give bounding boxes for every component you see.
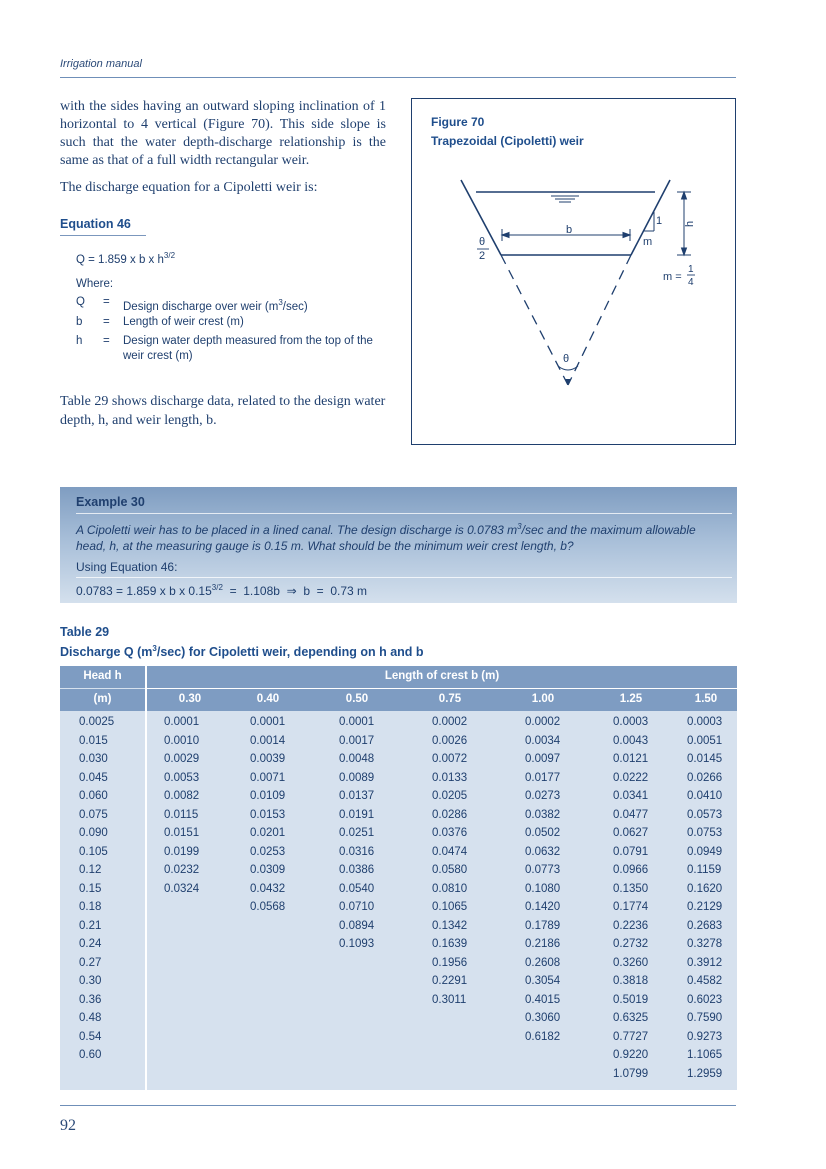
table-cell: 0.1065 <box>432 901 468 913</box>
table-cell: 0.0309 <box>250 864 286 876</box>
table-cell: 0.0251 <box>339 827 375 839</box>
table-head-value: 0.24 <box>79 938 102 950</box>
angle-extension-lines <box>501 255 631 385</box>
where-label: Where: <box>76 278 114 290</box>
table-cell: 0.0632 <box>525 845 561 858</box>
water-level-symbol <box>551 196 579 202</box>
definition-symbol: h <box>76 335 83 347</box>
table-cell: 0.0791 <box>613 845 649 858</box>
table-cell: 0.1789 <box>525 919 561 932</box>
table-cell: 0.1774 <box>613 901 649 913</box>
table-cell: 0.0115 <box>164 808 199 821</box>
table-cell: 0.0177 <box>525 771 561 784</box>
table-cell: 0.3912 <box>687 956 723 969</box>
table-cell: 1.0799 <box>613 1067 649 1080</box>
table-title-post: /sec) for Cipoletti weir, depending on h and b <box>156 645 424 660</box>
table-header-separator <box>147 688 737 689</box>
table-column-header: 1.50 <box>694 693 718 705</box>
table-title <box>60 644 424 659</box>
table-cell: 0.0034 <box>525 734 561 747</box>
example-title-rule <box>76 513 732 514</box>
footer-rule <box>60 1105 736 1106</box>
table-head-value: 0.30 <box>79 975 102 987</box>
table-head-h-label: Head h <box>83 670 122 682</box>
table-column-header: 0.30 <box>178 693 202 705</box>
definition-text: Length of weir crest (m) <box>123 316 244 328</box>
table-cell: 0.0253 <box>250 845 286 858</box>
table-cell: 0.0089 <box>339 771 375 784</box>
table-cell: 0.0410 <box>687 790 723 802</box>
table-head-value: 0.090 <box>79 827 108 839</box>
table-cell: 0.0109 <box>250 790 286 802</box>
example-text-sup: 3 <box>517 522 522 531</box>
table-column-header: 1.25 <box>619 693 643 705</box>
table-head-value: 0.60 <box>79 1049 102 1061</box>
table-cell: 0.0001 <box>164 716 200 728</box>
table-cell: 0.3278 <box>687 938 723 950</box>
example-text <box>76 519 726 554</box>
table-cell: 0.1159 <box>687 864 722 876</box>
table-cell: 0.0232 <box>164 864 200 876</box>
label-theta: θ <box>563 353 570 365</box>
table-crest-length-label: Length of crest b (m) <box>384 670 500 682</box>
table-cell: 0.6023 <box>687 993 723 1006</box>
example-title: Example 30 <box>76 495 145 509</box>
table-cell: 0.0753 <box>687 827 723 839</box>
table-cell: 0.2732 <box>613 938 649 950</box>
example-text-post: /sec and the maximum allowable head, h, at the measuring gauge is 0.15 m. What should be the minimum weir crest length, b? <box>76 523 696 553</box>
table-cell: 0.0273 <box>525 790 561 802</box>
table-head-value: 0.060 <box>79 790 108 802</box>
definition-text-post: /sec) <box>282 300 308 313</box>
table-cell: 0.0191 <box>339 808 375 821</box>
table-head-h-unit: (m) <box>93 693 112 705</box>
table-cell: 0.0573 <box>687 808 723 821</box>
label-m: m <box>643 236 653 248</box>
table-head-value: 0.21 <box>79 919 102 932</box>
table-cell: 0.0153 <box>250 808 286 821</box>
table-cell: 0.0145 <box>687 753 723 765</box>
table-title-sup: 3 <box>152 644 157 653</box>
table-head-value: 0.075 <box>79 808 108 821</box>
table-cell: 0.0386 <box>339 864 375 876</box>
table-cell: 0.0382 <box>525 808 561 821</box>
table-cell: 0.0002 <box>525 716 561 728</box>
table-cell: 0.0026 <box>432 734 468 747</box>
equation-formula-exponent: 3/2 <box>163 251 176 260</box>
table-cell: 0.0051 <box>687 734 723 747</box>
table-cell: 1.2959 <box>687 1067 723 1080</box>
table-column-header: 0.40 <box>256 693 280 705</box>
table-cell: 0.0001 <box>339 716 375 728</box>
table-cell: 0.3054 <box>525 975 561 987</box>
table-cell: 0.2186 <box>525 938 561 950</box>
label-one: 1 <box>656 215 663 227</box>
table-cell: 0.0001 <box>250 716 286 728</box>
table-cell: 0.2129 <box>687 901 723 913</box>
label-half-theta-denominator: 2 <box>479 250 486 262</box>
table-cell: 0.2683 <box>687 919 723 932</box>
table-cell: 0.0477 <box>613 808 649 821</box>
definition-equals: = <box>103 316 110 328</box>
table-cell: 0.0266 <box>687 771 723 784</box>
table-cell: 0.0097 <box>525 753 561 765</box>
table-cell: 0.1956 <box>432 956 468 969</box>
table-cell: 0.1080 <box>525 882 561 895</box>
table-cell: 0.0222 <box>613 771 649 784</box>
table-cell: 0.0580 <box>432 864 468 876</box>
table-cell: 0.1342 <box>432 919 468 932</box>
table-head-value: 0.15 <box>79 882 102 895</box>
discharge-table <box>60 666 737 1090</box>
table-intro-text: Table 29 shows discharge data, related to the design water depth, h, and weir length, b. <box>60 394 386 428</box>
example-calc-sup: 3/2 <box>211 583 223 592</box>
definition-equals: = <box>103 296 110 308</box>
example-calc-post: = 1.108b ⇒ b = 0.73 m <box>222 584 368 598</box>
table-cell: 0.6182 <box>525 1030 561 1043</box>
table-cell: 0.3011 <box>432 993 467 1006</box>
table-cell: 0.0048 <box>339 753 375 765</box>
table-cell: 0.0710 <box>339 901 375 913</box>
definition-text <box>123 295 383 315</box>
table-cell: 0.0029 <box>164 753 200 765</box>
table-cell: 0.0003 <box>687 716 723 728</box>
table-cell: 0.0502 <box>525 827 561 839</box>
table-cell: 0.0199 <box>164 845 200 858</box>
table-column-header: 0.75 <box>438 693 462 705</box>
table-cell: 0.0432 <box>250 882 286 895</box>
table-cell: 0.7727 <box>613 1030 649 1043</box>
table-cell: 0.0017 <box>339 734 375 747</box>
definition-symbol: Q <box>76 296 85 308</box>
table-cell: 0.1350 <box>613 882 649 895</box>
table-cell: 0.0151 <box>164 827 200 839</box>
table-cell: 0.0121 <box>613 753 649 765</box>
label-half-theta-numerator: θ <box>479 236 486 248</box>
table-cell: 0.0894 <box>339 919 375 932</box>
table-cell: 0.0810 <box>432 882 468 895</box>
table-column-separator <box>145 666 147 1090</box>
table-head-value: 0.36 <box>79 993 102 1006</box>
table-cell: 0.2291 <box>432 975 468 987</box>
table-cell: 0.0341 <box>613 790 649 802</box>
table-cell: 0.1420 <box>525 901 561 913</box>
table-cell: 0.9220 <box>613 1049 649 1061</box>
table-cell: 0.5019 <box>613 993 649 1006</box>
table-cell: 0.0003 <box>613 716 649 728</box>
table-cell: 0.0316 <box>339 845 375 858</box>
running-header: Irrigation manual <box>60 58 142 70</box>
table-cell: 0.6325 <box>613 1012 649 1024</box>
table-cell: 0.0376 <box>432 827 468 839</box>
table-head-value: 0.030 <box>79 753 108 765</box>
definition-symbol: b <box>76 316 83 328</box>
table-cell: 0.3060 <box>525 1012 561 1024</box>
table-cell: 0.0137 <box>339 790 375 802</box>
table-head-value: 0.12 <box>79 864 102 876</box>
table-cell: 1.1065 <box>687 1049 723 1061</box>
definition-text-pre: Design discharge over weir (m <box>123 300 279 313</box>
example-divider <box>76 577 732 578</box>
table-cell: 0.0010 <box>164 734 200 747</box>
equation-title-rule <box>60 235 146 236</box>
table-cell: 0.0286 <box>432 808 468 821</box>
table-head-value: 0.105 <box>79 845 108 858</box>
table-cell: 0.4582 <box>687 975 723 987</box>
table-cell: 0.3818 <box>613 975 649 987</box>
table-cell: 0.0627 <box>613 827 649 839</box>
table-cell: 0.3260 <box>613 956 649 969</box>
definition-equals: = <box>103 335 110 347</box>
table-head-value: 0.48 <box>79 1012 102 1024</box>
table-label: Table 29 <box>60 625 110 639</box>
table-cell: 0.9273 <box>687 1030 723 1043</box>
table-cell: 0.0324 <box>164 882 200 895</box>
table-cell: 0.0082 <box>164 790 200 802</box>
table-column-header: 0.50 <box>345 693 369 705</box>
example-text-pre: A Cipoletti weir has to be placed in a lined canal. The design discharge is 0.0783 m <box>76 523 518 537</box>
table-cell: 0.0039 <box>250 753 286 765</box>
label-h: h <box>684 220 696 227</box>
table-head-value: 0.0025 <box>79 716 115 728</box>
label-b: b <box>566 224 573 236</box>
table-head-value: 0.54 <box>79 1030 102 1043</box>
table-cell: 0.1093 <box>339 938 375 950</box>
table-cell: 0.1620 <box>687 882 723 895</box>
table-cell: 0.7590 <box>687 1012 723 1024</box>
label-m-equals: m = <box>663 271 682 283</box>
figure-label: Figure 70 <box>431 115 485 129</box>
table-cell: 0.2236 <box>613 919 649 932</box>
table-column-header: 1.00 <box>531 693 555 705</box>
table-cell: 0.0201 <box>250 827 286 839</box>
table-cell: 0.0773 <box>525 864 561 876</box>
equation-formula <box>76 251 175 266</box>
figure-title: Trapezoidal (Cipoletti) weir <box>431 134 584 148</box>
table-cell: 0.0568 <box>250 901 286 913</box>
table-cell: 0.0949 <box>687 845 723 858</box>
table-head-value: 0.27 <box>79 956 102 969</box>
table-head-value: 0.18 <box>79 901 102 913</box>
label-m-numerator: 1 <box>688 264 694 275</box>
page-number: 92 <box>60 1117 76 1134</box>
table-cell: 0.2608 <box>525 956 561 969</box>
definition-text-sup: 3 <box>278 298 283 307</box>
table-head-value: 0.015 <box>79 734 108 747</box>
table-cell: 0.0071 <box>250 771 286 784</box>
table-cell: 0.0474 <box>432 845 468 858</box>
table-cell: 0.0053 <box>164 771 200 784</box>
intro-paragraph-1: with the sides having an outward sloping inclination of 1 horizontal to 4 vertical (Figure 70). This side slope is such that the water depth-discharge relationship is the same as that of a full width rectangular weir. <box>60 99 386 168</box>
example-calculation <box>76 583 367 598</box>
table-cell: 0.0133 <box>432 771 468 784</box>
table-cell: 0.0540 <box>339 882 375 895</box>
example-using: Using Equation 46: <box>76 560 178 574</box>
example-calc-pre: 0.0783 = 1.859 x b x 0.15 <box>76 584 212 598</box>
intro-text <box>60 98 386 206</box>
table-cell: 0.1639 <box>432 938 468 950</box>
table-title-pre: Discharge Q (m <box>60 645 153 660</box>
table-cell: 0.0043 <box>613 734 649 747</box>
intro-paragraph-2: The discharge equation for a Cipoletti weir is: <box>60 180 318 195</box>
table-cell: 0.0002 <box>432 716 468 728</box>
weir-diagram <box>411 98 736 445</box>
table-cell: 0.0014 <box>250 734 286 747</box>
table-cell: 0.0072 <box>432 753 468 765</box>
definition-text: Design water depth measured from the top of the weir crest (m) <box>123 335 373 362</box>
table-head-value: 0.045 <box>79 771 108 784</box>
equation-formula-main: Q = 1.859 x b x h <box>76 253 164 266</box>
label-m-denominator: 4 <box>688 277 694 288</box>
table-cell: 0.4015 <box>525 993 561 1006</box>
equation-title: Equation 46 <box>60 217 131 231</box>
table-cell: 0.0205 <box>432 790 468 802</box>
header-rule <box>60 77 736 78</box>
table-cell: 0.0966 <box>613 864 649 876</box>
